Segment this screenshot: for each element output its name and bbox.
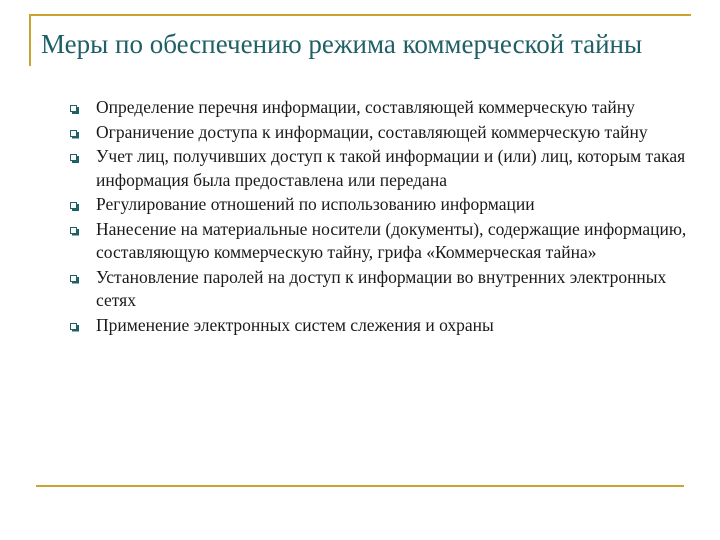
title-frame-left-rule — [29, 14, 31, 66]
list-item — [68, 145, 688, 192]
list-item-text: Ограничение доступа к информации, составляющей коммерческую тайну — [96, 121, 648, 142]
list-item-text: Нанесение на материальные носители (документы), содержащие информацию, составляющую коммерческую тайну, грифа «Коммерческая тайна» — [96, 218, 687, 262]
square-bullet-icon — [70, 202, 77, 209]
square-bullet-icon — [70, 105, 77, 112]
square-bullet-icon — [70, 130, 77, 137]
list-item — [68, 121, 688, 145]
square-bullet-icon — [70, 227, 77, 234]
square-bullet-icon — [70, 275, 77, 282]
list-item-text: Установление паролей на доступ к информации во внутренних электронных сетях — [96, 266, 667, 310]
square-bullet-icon — [70, 154, 77, 161]
bullet-list — [68, 96, 688, 338]
bottom-divider — [36, 485, 684, 487]
list-item-text: Применение электронных систем слежения и охраны — [96, 314, 494, 335]
list-item — [68, 193, 688, 217]
title-frame-top-rule — [29, 14, 691, 16]
slide-title: Меры по обеспечению режима коммерческой тайны — [41, 29, 643, 59]
title-frame — [29, 14, 691, 66]
list-item-text: Определение перечня информации, составляющей коммерческую тайну — [96, 97, 635, 117]
square-bullet-icon — [70, 323, 77, 330]
list-item — [68, 314, 688, 338]
list-item-text: Регулирование отношений по использованию информации — [96, 194, 535, 214]
list-item — [68, 218, 688, 265]
list-item — [68, 266, 688, 313]
list-item-text: Учет лиц, получивших доступ к такой информации и (или) лиц, которым такая информация была предоставлена или передана — [96, 146, 686, 190]
list-item — [68, 96, 688, 120]
